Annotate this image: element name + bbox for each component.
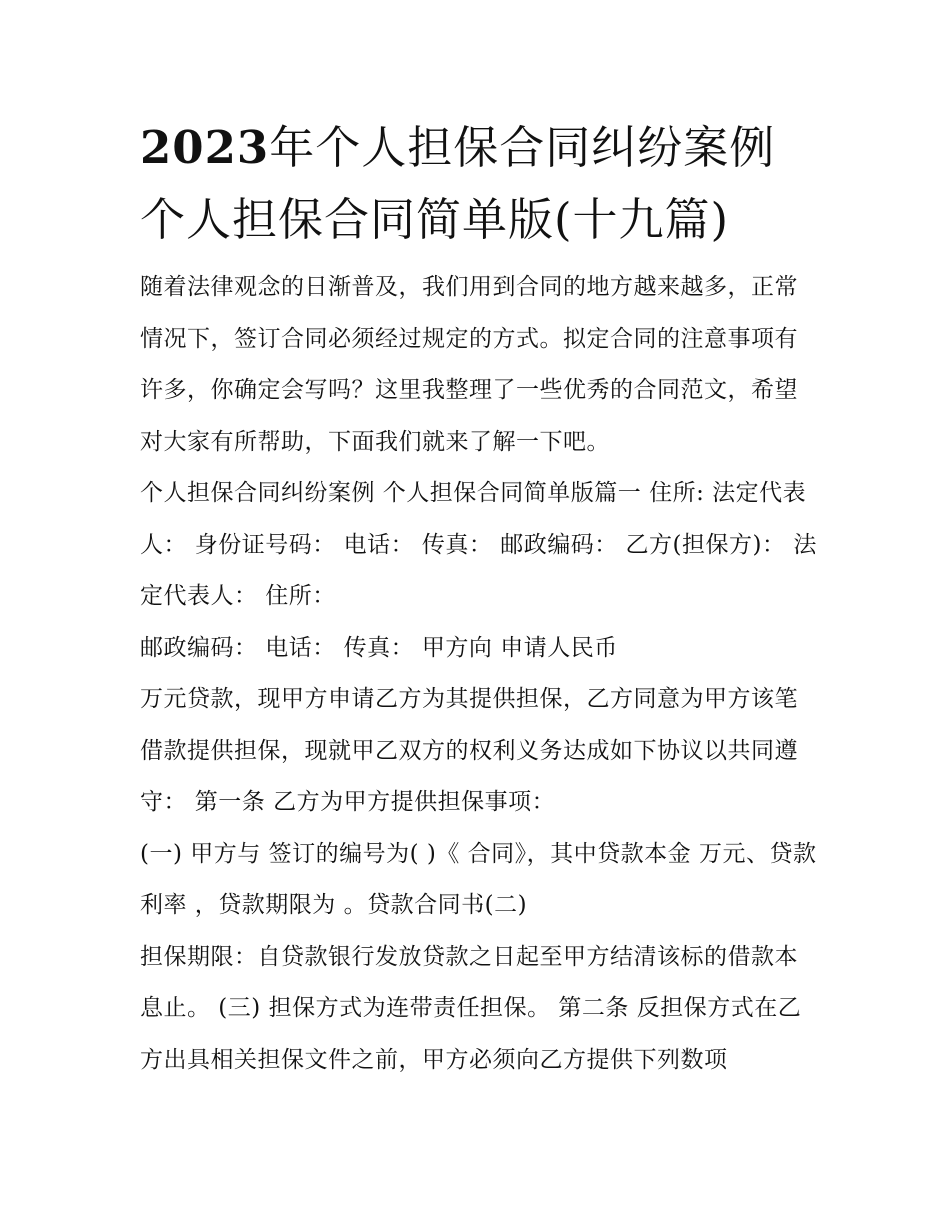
title-line1: 年个人担保合同纠纷案例 (269, 121, 776, 174)
document-page (140, 112, 820, 1086)
title-line2: 个人担保合同简单版(十九篇) (140, 193, 730, 246)
contract-parties-paragraph: 个人担保合同纠纷案例 个人担保合同简单版篇一 住所: 法定代表人： 身份证号码： 电话： 传真： 邮政编码： 乙方(担保方)： 法定代表人： 住所： (140, 480, 817, 609)
title-year: 2023 (140, 121, 270, 174)
document-title (140, 112, 820, 256)
guarantee-term-paragraph: 担保期限：自贷款银行发放贷款之日起至甲方结清该标的借款本息止。 (三) 担保方式为连带责任担保。 第二条 反担保方式在乙方出具相关担保文件之前，甲方必须向乙方提供下列数项 (140, 943, 802, 1073)
loan-paragraph: 万元贷款，现甲方申请乙方为其提供担保，乙方同意为甲方该笔借款提供担保，现就甲乙双方的权利义务达成如下协议以共同遵守： 第一条 乙方为甲方提供担保事项： (140, 686, 798, 815)
clause-one-paragraph: (一) 甲方与 签订的编号为( )《 合同》，其中贷款本金 万元、贷款利率 ，贷款期限为 。贷款合同书(二) (140, 840, 817, 918)
contact-paragraph: 邮政编码： 电话： 传真： 甲方向 申请人民币 (140, 634, 618, 661)
intro-paragraph: 随着法律观念的日渐普及，我们用到合同的地方越来越多，正常情况下，签订合同必须经过规定的方式。拟定合同的注意事项有许多，你确定会写吗？这里我整理了一些优秀的合同范文，希望对大家有所帮助，下面我们就来了解一下吧。 (140, 274, 798, 455)
